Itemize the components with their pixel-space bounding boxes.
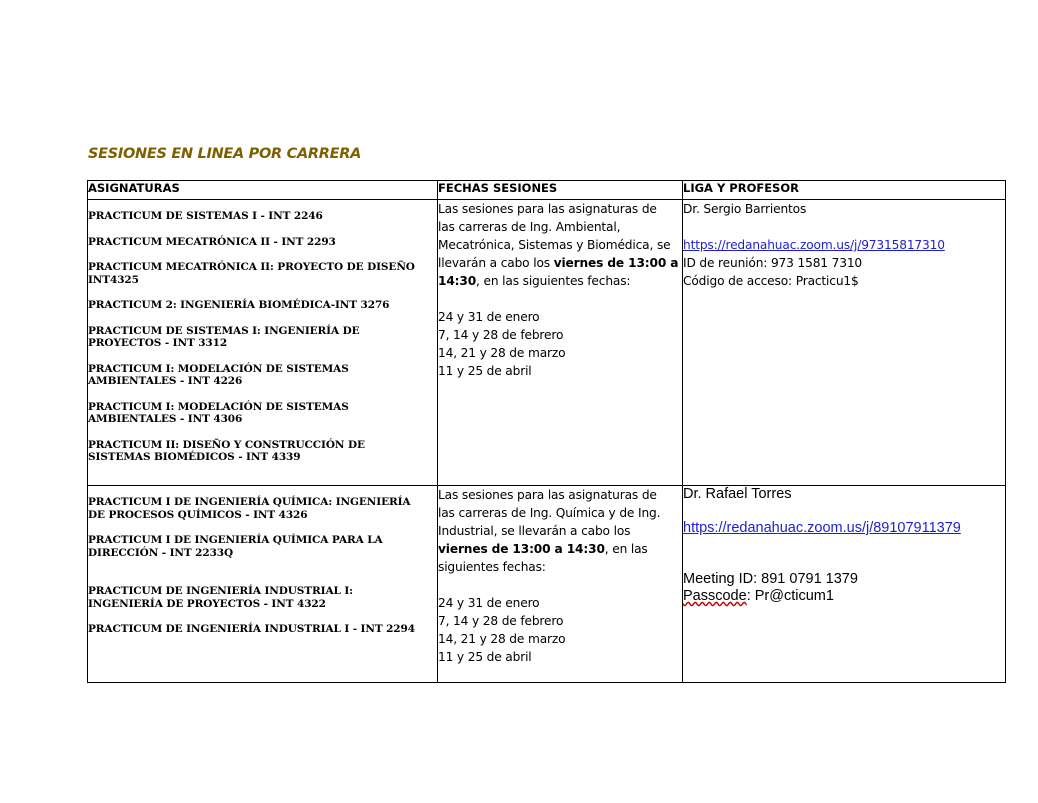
subject-item bbox=[88, 585, 437, 610]
subject-line: PRACTICUM I: MODELACIÓN DE SISTEMAS bbox=[88, 400, 349, 413]
subject-line: AMBIENTALES - INT 4226 bbox=[88, 375, 243, 387]
passcode-label: Passcode bbox=[683, 588, 747, 604]
subject-line: PRACTICUM DE INGENIERÍA INDUSTRIAL I: bbox=[88, 585, 353, 597]
zoom-link[interactable]: https://redanahuac.zoom.us/j/97315817310 bbox=[683, 238, 945, 252]
subject-line: DE PROCESOS QUÍMICOS - INT 4326 bbox=[88, 508, 308, 521]
meeting-id: ID de reunión: 973 1581 7310 bbox=[683, 256, 863, 270]
subject-line: INGENIERÍA DE PROYECTOS - INT 4322 bbox=[88, 597, 326, 610]
subject-item bbox=[88, 496, 437, 521]
header-liga: LIGA Y PROFESOR bbox=[683, 181, 1006, 200]
dates-cell bbox=[438, 200, 683, 486]
schedule-time: viernes de 13:00 a 14:30 bbox=[438, 542, 605, 556]
header-fechas: FECHAS SESIONES bbox=[438, 181, 683, 200]
intro-line: siguientes fechas: bbox=[438, 560, 546, 574]
professor-name: Dr. Sergio Barrientos bbox=[683, 202, 807, 216]
intro-line: viernes de 13:00 a 14:30, en las bbox=[438, 542, 648, 556]
subject-item bbox=[88, 261, 437, 286]
subject-line: INT4325 bbox=[88, 273, 139, 286]
link-cell bbox=[683, 200, 1006, 486]
date-line: 11 y 25 de abril bbox=[438, 364, 532, 378]
intro-line: llevarán a cabo los viernes de 13:00 a bbox=[438, 256, 679, 270]
subject-item bbox=[88, 439, 437, 464]
subject-line: PRACTICUM I DE INGENIERÍA QUÍMICA: INGENIERÍA bbox=[88, 496, 411, 508]
subject-line: SISTEMAS BIOMÉDICOS - INT 4339 bbox=[88, 451, 301, 463]
header-asignaturas: ASIGNATURAS bbox=[88, 181, 438, 200]
passcode bbox=[683, 588, 1005, 605]
schedule-time: 14:30 bbox=[438, 274, 477, 288]
subject-line: DIRECCIÓN - INT 2233Q bbox=[88, 546, 234, 559]
date-line: 7, 14 y 28 de febrero bbox=[438, 614, 564, 628]
date-line: 11 y 25 de abril bbox=[438, 650, 532, 664]
subject-line: PRACTICUM II: DISEÑO Y CONSTRUCCIÓN DE bbox=[88, 438, 365, 451]
subject-line: PRACTICUM DE SISTEMAS I: INGENIERÍA DE bbox=[88, 324, 360, 337]
subject-item bbox=[88, 534, 437, 559]
table-row bbox=[88, 200, 1006, 486]
intro-line: Mecatrónica, Sistemas y Biomédica, se bbox=[438, 238, 671, 252]
subject-item: PRACTICUM DE INGENIERÍA INDUSTRIAL I - INT 2294 bbox=[88, 623, 415, 635]
date-line: 14, 21 y 28 de marzo bbox=[438, 346, 566, 360]
date-line: 24 y 31 de enero bbox=[438, 596, 540, 610]
professor-name: Dr. Rafael Torres bbox=[683, 486, 792, 502]
intro-line: Las sesiones para las asignaturas de bbox=[438, 488, 657, 502]
link-cell bbox=[683, 486, 1006, 683]
subject-item bbox=[88, 325, 437, 350]
subject-line: PRACTICUM MECATRÓNICA II: PROYECTO DE DISEÑO bbox=[88, 261, 415, 273]
intro-line: las carreras de Ing. Ambiental, bbox=[438, 220, 621, 234]
date-line: 14, 21 y 28 de marzo bbox=[438, 632, 566, 646]
subject-item bbox=[88, 401, 437, 426]
subject-line: PRACTICUM I: MODELACIÓN DE SISTEMAS bbox=[88, 362, 349, 375]
subject-line: AMBIENTALES - INT 4306 bbox=[88, 413, 243, 425]
table-header-row bbox=[88, 181, 1006, 200]
subjects-cell bbox=[88, 486, 438, 683]
subjects-cell bbox=[88, 200, 438, 486]
meeting-id: Meeting ID: 891 0791 1379 bbox=[683, 571, 858, 587]
subject-line: PROYECTOS - INT 3312 bbox=[88, 337, 228, 349]
sessions-table bbox=[87, 180, 1006, 683]
dates-cell bbox=[438, 486, 683, 683]
subject-item: PRACTICUM DE SISTEMAS I - INT 2246 bbox=[88, 210, 323, 222]
schedule-time: viernes de 13:00 a bbox=[553, 256, 679, 270]
passcode-value: : Pr@cticum1 bbox=[746, 588, 834, 604]
date-line: 24 y 31 de enero bbox=[438, 310, 540, 324]
intro-line: las carreras de Ing. Química y de Ing. bbox=[438, 506, 661, 520]
subject-item: PRACTICUM MECATRÓNICA II - INT 2293 bbox=[88, 235, 336, 248]
subject-item bbox=[88, 363, 437, 388]
intro-line: Industrial, se llevarán a cabo los bbox=[438, 524, 631, 538]
zoom-link[interactable]: https://redanahuac.zoom.us/j/89107911379 bbox=[683, 520, 961, 536]
table-row bbox=[88, 486, 1006, 683]
intro-line: 14:30, en las siguientes fechas: bbox=[438, 274, 631, 288]
page-title: SESIONES EN LINEA POR CARRERA bbox=[88, 146, 362, 162]
subject-item: PRACTICUM 2: INGENIERÍA BIOMÉDICA-INT 3276 bbox=[88, 299, 390, 311]
intro-line: Las sesiones para las asignaturas de bbox=[438, 202, 657, 216]
date-line: 7, 14 y 28 de febrero bbox=[438, 328, 564, 342]
subject-line: PRACTICUM I DE INGENIERÍA QUÍMICA PARA LA bbox=[88, 534, 383, 546]
passcode: Código de acceso: Practicu1$ bbox=[683, 274, 859, 288]
